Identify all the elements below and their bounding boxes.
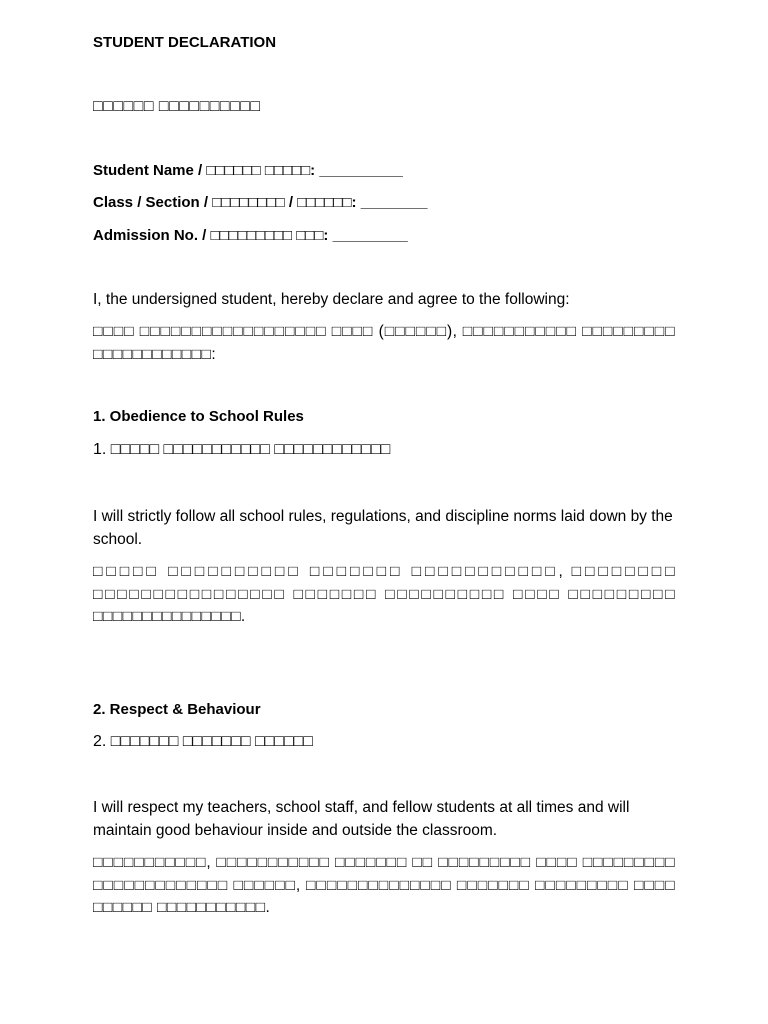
student-name-field[interactable] [93, 162, 403, 179]
class-section-label: Class / Section / □□□□□□□□ / □□□□□□: [93, 194, 357, 211]
intro-paragraph-local: □□□□ □□□□□□□□□□□□□□□□□□ □□□□ (□□□□□□), □□□□□□□□□□□ □□□□□□□□□ □□□□□□□□□□□□: [93, 323, 675, 363]
admission-no-field[interactable] [93, 227, 408, 244]
section-2-heading-local: 2. □□□□□□□ □□□□□□□ □□□□□□ [93, 733, 313, 750]
section-1-heading-local: 1. □□□□□ □□□□□□□□□□□ □□□□□□□□□□□□ [93, 441, 391, 458]
section-1-paragraph-local: □□□□□ □□□□□□□□□□ □□□□□□□ □□□□□□□□□□□, □□□□□□□□ □□□□□□□□□□□□□□□□ □□□□□□□ □□□□□□□□□□ □□□□ □□□□□□□□□ □□□□□□□□□□□□□□□. [93, 563, 675, 625]
admission-no-blank[interactable]: _________ [332, 227, 408, 244]
class-section-blank[interactable]: ________ [360, 194, 428, 211]
document-title: STUDENT DECLARATION [93, 34, 277, 51]
admission-no-label: Admission No. / □□□□□□□□□ □□□: [93, 227, 329, 244]
intro-paragraph: I, the undersigned student, hereby declare and agree to the following: [93, 291, 570, 308]
document-title-local: □□□□□□ □□□□□□□□□□ [93, 98, 261, 115]
student-name-blank[interactable]: __________ [319, 162, 403, 179]
section-2-paragraph: I will respect my teachers, school staff, and fellow students at all times and will maintain good behaviour inside and outside the classroom. [93, 799, 630, 839]
student-name-label: Student Name / □□□□□□ □□□□□: [93, 162, 316, 179]
section-2-heading: 2. Respect & Behaviour [93, 701, 261, 718]
section-2-paragraph-local: □□□□□□□□□□□, □□□□□□□□□□□ □□□□□□□ □□ □□□□□□□□□ □□□□ □□□□□□□□□ □□□□□□□□□□□□□ □□□□□□, □□□□□□□□□□□□□□ □□□□□□□ □□□□□□□□□ □□□□ □□□□□□ □□□□□□□□□□□. [93, 854, 675, 916]
class-section-field[interactable] [93, 194, 427, 211]
section-1-paragraph: I will strictly follow all school rules, regulations, and discipline norms laid down by the school. [93, 508, 673, 548]
section-1-heading: 1. Obedience to School Rules [93, 408, 304, 425]
